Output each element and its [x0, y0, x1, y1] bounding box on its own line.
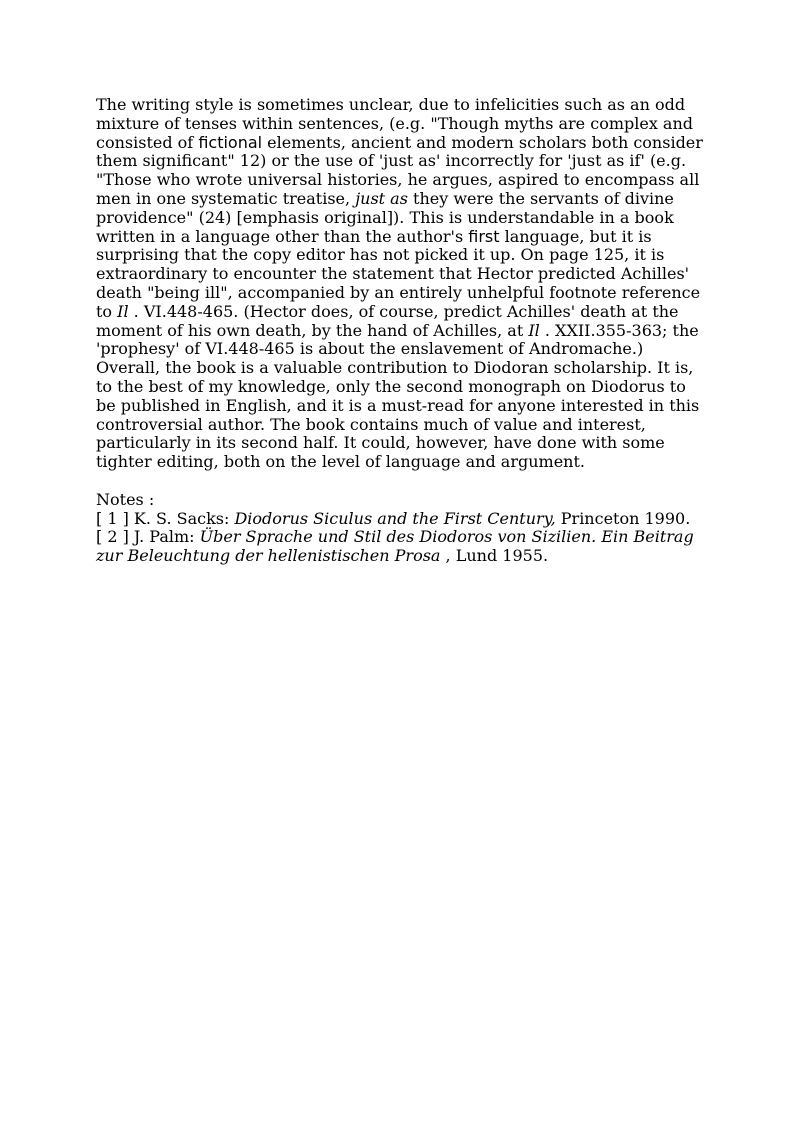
notes-heading: Notes : [96, 489, 155, 509]
notes-section [96, 491, 706, 566]
text-run: elements, ancient and modern scholars both consider them significant" 12) or the use of 'just as' incorrectly for 'just as if' (e.g. "Those who wrote universal histories, he argues, aspired to encompass all men in one systematic treatise, [96, 132, 703, 208]
note-item [96, 528, 706, 566]
text-run: they were the servants of divine providence" (24) [emphasis original]). This is understandable in a book written in a language other than the author's [96, 188, 674, 246]
note-marker: [ 1 ] [96, 508, 129, 528]
note-publication: , Lund 1955. [440, 546, 549, 566]
text-run: The writing style is sometimes unclear, due to infelicities such as an odd mixture of tenses within sentences, (e.g. "Though myths are complex and consisted of [96, 95, 694, 152]
work-title-abbrev: Il [117, 301, 129, 321]
note-publication: Princeton 1990. [555, 508, 691, 528]
text-run: first [468, 226, 500, 246]
body-paragraph-2: Overall, the book is a valuable contribution to Diodoran scholarship. It is, to the best of my knowledge, only the second monograph on Diodorus to be published in English, and it is a must-read for anyone interested in this controversial author. The book contains much of value and interest, particularly in its second half. It could, however, have done with some tighter editing, both on the level of language and argument. [96, 358, 700, 472]
text-run: language, but it is surprising that the copy editor has not picked it up. On page 125, it is extraordinary to encounter the statement that Hector predicted Achilles' death "being ill", accompanied by an entirely unhelpful footnote reference to [96, 226, 701, 321]
note-item [96, 510, 706, 529]
note-title: Diodorus Siculus and the First Century, [234, 508, 556, 528]
note-author: J. Palm: [128, 527, 200, 547]
text-run: . VI.448-465. (Hector does, of course, predict Achilles' death at the moment of his own death, by the hand of Achilles, at [96, 301, 679, 340]
paragraph-spacer [96, 472, 706, 491]
body-paragraph-1 [96, 96, 706, 359]
text-run: . XXII.355-363; the 'prophesy' of VI.448-465 is about the enslavement of Andromache.) [96, 320, 699, 359]
document-page [96, 96, 706, 566]
note-author: K. S. Sacks: [128, 508, 235, 528]
note-marker: [ 2 ] [96, 527, 129, 547]
text-run: fictional [198, 132, 263, 152]
emphasis-text: just as [355, 188, 408, 208]
note-title: Über Sprache und Stil des Diodoros von Sizilien. Ein Beitrag zur Beleuchtung der hellenistischen Prosa [96, 527, 694, 566]
work-title-abbrev: Il [528, 320, 540, 340]
